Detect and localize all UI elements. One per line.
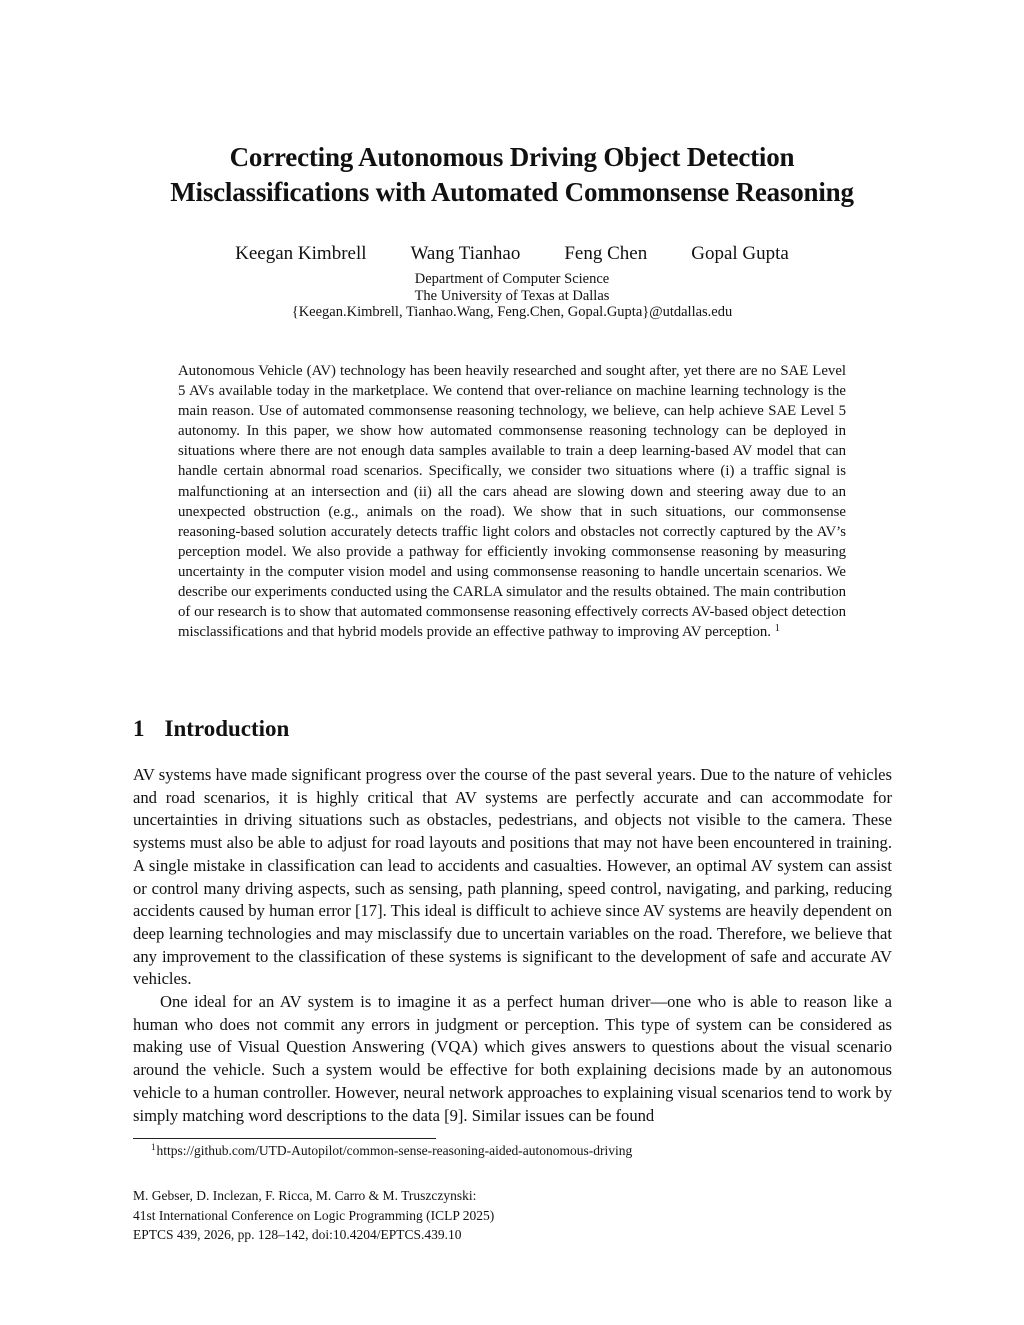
- section-title: Introduction: [164, 716, 290, 741]
- footnote-number: 1: [151, 1142, 156, 1152]
- author-emails: {Keegan.Kimbrell, Tianhao.Wang, Feng.Chen, Gopal.Gupta}@utdallas.edu: [291, 304, 733, 320]
- citation-line: 41st International Conference on Logic Programming (ICLP 2025): [133, 1207, 495, 1223]
- department: Department of Computer Science: [414, 271, 610, 287]
- abstract: [178, 361, 846, 642]
- paper-title: [0, 140, 1024, 210]
- paragraph: AV systems have made significant progress over the course of the past several years. Due to the nature of vehicles and road scenarios, it is highly critical that AV systems are perfectly accurate and can accommodate for uncertainties in driving situations such as obstacles, pedestrians, and objects not visible to the camera. These systems must also be able to adjust for road layouts and positions that may not have been encountered in training. A single mistake in classification can lead to accidents and casualties. However, an optimal AV system can assist or control many driving aspects, such as sensing, path planning, speed control, navigating, and parking, reducing accidents caused by human error [17]. This ideal is difficult to achieve since AV systems are heavily dependent on deep learning technologies and may misclassify due to uncertain variables on the road. Therefore, we believe that any improvement to the classification of these systems is significant to the development of safe and accurate AV vehicles.: [133, 765, 892, 989]
- footnote-link[interactable]: https://github.com/UTD-Autopilot/common-sense-reasoning-aided-autonomous-driving: [156, 1143, 633, 1158]
- section-number: 1: [133, 716, 145, 741]
- citation-line: EPTCS 439, 2026, pp. 128–142, doi:10.4204/EPTCS.439.10: [133, 1227, 462, 1242]
- author-name: Feng Chen: [564, 243, 648, 264]
- section-body: [133, 764, 892, 1127]
- section-heading: [133, 716, 289, 742]
- university: The University of Texas at Dallas: [414, 287, 610, 304]
- footnote: [151, 1143, 632, 1159]
- author-name: Gopal Gupta: [691, 243, 789, 264]
- author-name: Keegan Kimbrell: [235, 243, 367, 264]
- footnote-marker: 1: [774, 623, 780, 635]
- title-line: Correcting Autonomous Driving Object Detection: [229, 142, 795, 172]
- author-name: Wang Tianhao: [410, 243, 521, 264]
- paragraph: One ideal for an AV system is to imagine it as a perfect human driver—one who is able to reason like a human who does not commit any errors in judgment or perception. This type of system can be considered as making use of Visual Question Answering (VQA) which gives answers to questions about the visual scenario around the vehicle. Such a system would be effective for both explaining decisions made by an autonomous vehicle to a human controller. However, neural network approaches to explaining visual scenarios tend to work by simply matching word descriptions to the data [9]. Similar issues can be found: [133, 992, 892, 1125]
- publication-info: [133, 1186, 494, 1245]
- abstract-text: Autonomous Vehicle (AV) technology has been heavily researched and sought after, yet there are no SAE Level 5 AVs available today in the marketplace. We contend that over-reliance on machine learning technology is the main reason. Use of automated commonsense reasoning technology, we believe, can help achieve SAE Level 5 autonomy. In this paper, we show how automated commonsense reasoning technology can be deployed in situations where there are not enough data samples available to train a deep learning-based AV model that can handle certain abnormal road scenarios. Specifically, we consider two situations where (i) a traffic signal is malfunctioning at an intersection and (ii) all the cars ahead are slowing down and steering away due to an unexpected obstruction (e.g., animals on the road). We show that in such situations, our commonsense reasoning-based solution accurately detects traffic light colors and obstacles not correctly captured by the AV’s perception model. We also provide a pathway for efficiently invoking commonsense reasoning by measuring uncertainty in the computer vision model and using commonsense reasoning to handle uncertain scenarios. We describe our experiments conducted using the CARLA simulator and the results obtained. The main contribution of our research is to show that automated commonsense reasoning effectively corrects AV-based object detection misclassifications and that hybrid models provide an effective pathway to improving AV perception.: [178, 363, 846, 641]
- title-line: Misclassifications with Automated Commonsense Reasoning: [170, 177, 854, 207]
- citation-line: M. Gebser, D. Inclezan, F. Ricca, M. Carro & M. Truszczynski:: [133, 1188, 477, 1203]
- author-list: [0, 243, 1024, 265]
- affiliation: [0, 271, 1024, 321]
- footnote-divider: [133, 1138, 436, 1139]
